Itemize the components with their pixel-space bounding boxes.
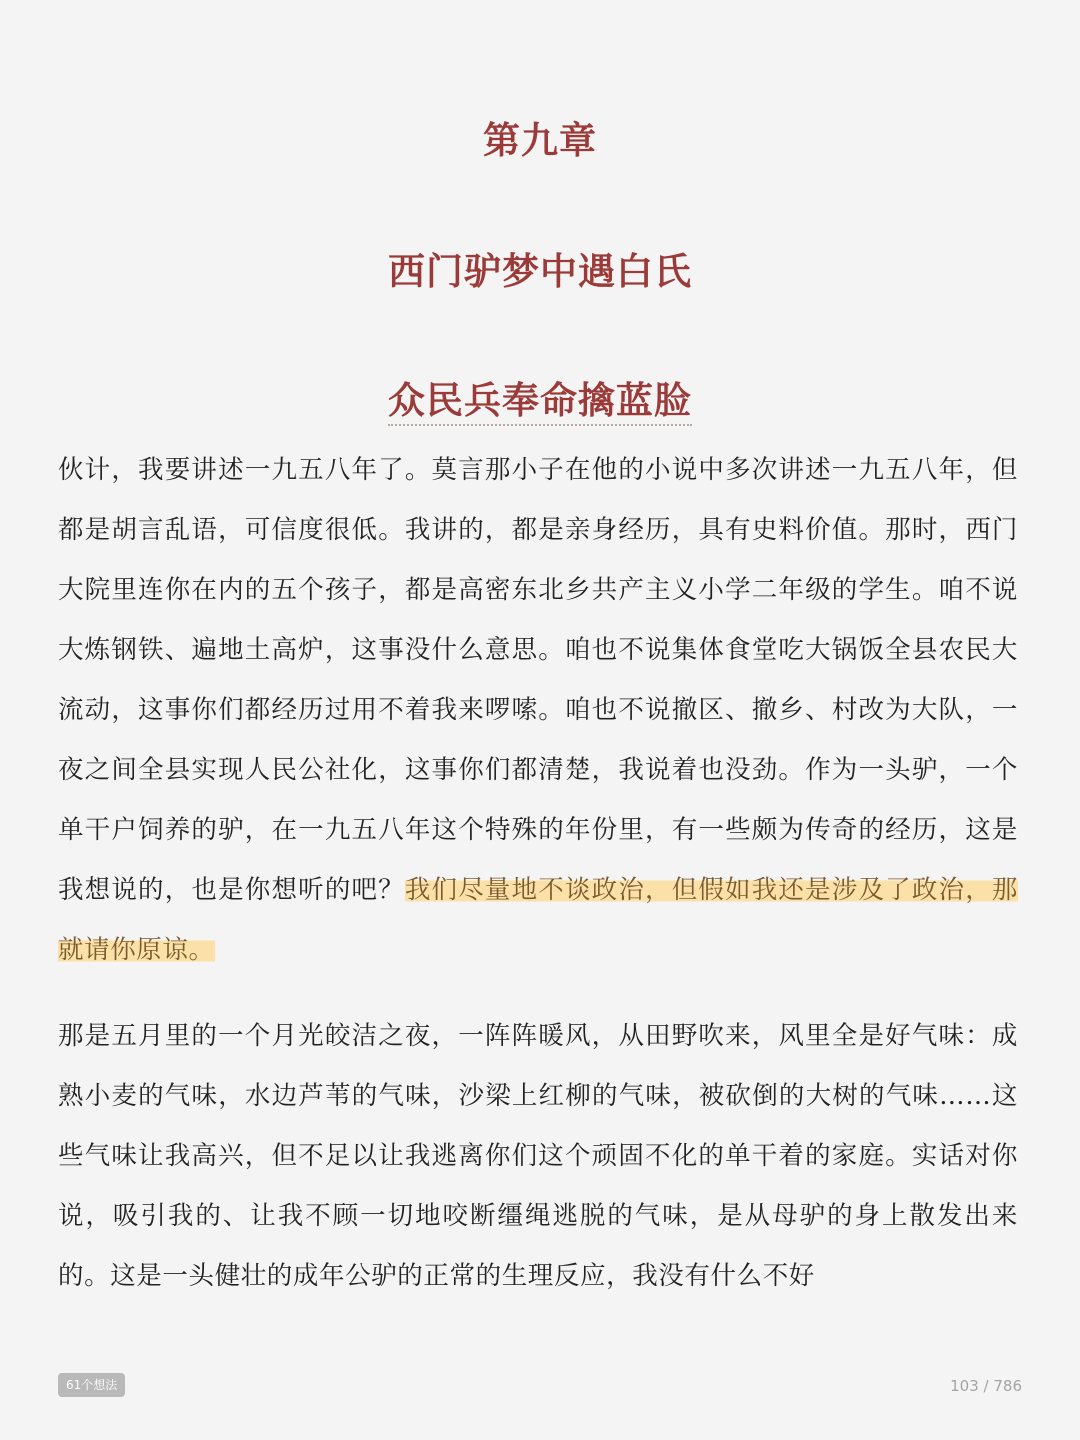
chapter-subtitle-2-text[interactable]: 众民兵奉命擒蓝脸 xyxy=(388,378,692,426)
body-paragraph-1 xyxy=(58,440,1018,980)
highlighted-passage[interactable]: 我们尽量地不谈政治，但假如我还是涉及了政治，那就请你原谅。 xyxy=(58,875,1018,965)
paragraph-1-text: 伙计，我要讲述一九五八年了。莫言那小子在他的小说中多次讲述一九五八年，但都是胡言乱语，可信度很低。我讲的，都是亲身经历，具有史料价值。那时，西门大院里连你在内的五个孩子，都是高密东北乡共产主义小学二年级的学生。咱不说大炼钢铁、遍地土高炉，这事没什么意思。咱也不说集体食堂吃大锅饭全县农民大流动，这事你们都经历过用不着我来啰嗦。咱也不说撤区、撤乡、村改为大队，一夜之间全县实现人民公社化，这事你们都清楚，我说着也没劲。作为一头驴，一个单干户饲养的驴，在一九五八年这个特殊的年份里，有一些颇为传奇的经历，这是我想说的，也是你想听的吧？ xyxy=(58,455,1018,905)
body-paragraph-2: 那是五月里的一个月光皎洁之夜，一阵阵暖风，从田野吹来，风里全是好气味：成熟小麦的气味，水边芦苇的气味，沙梁上红柳的气味，被砍倒的大树的气味……这些气味让我高兴，但不足以让我逃离你们这个顽固不化的单干着的家庭。实话对你说，吸引我的、让我不顾一切地咬断缰绳逃脱的气味，是从母驴的身上散发出来的。这是一头健壮的成年公驴的正常的生理反应，我没有什么不好 xyxy=(58,1021,1018,1291)
chapter-number-heading: 第九章 xyxy=(483,118,597,162)
page-indicator: 103 / 786 xyxy=(950,1377,1022,1395)
chapter-subtitle-1: 西门驴梦中遇白氏 xyxy=(388,249,692,293)
ideas-count-badge[interactable]: 61个想法 xyxy=(58,1373,125,1397)
chapter-subtitle-2 xyxy=(0,372,1080,428)
